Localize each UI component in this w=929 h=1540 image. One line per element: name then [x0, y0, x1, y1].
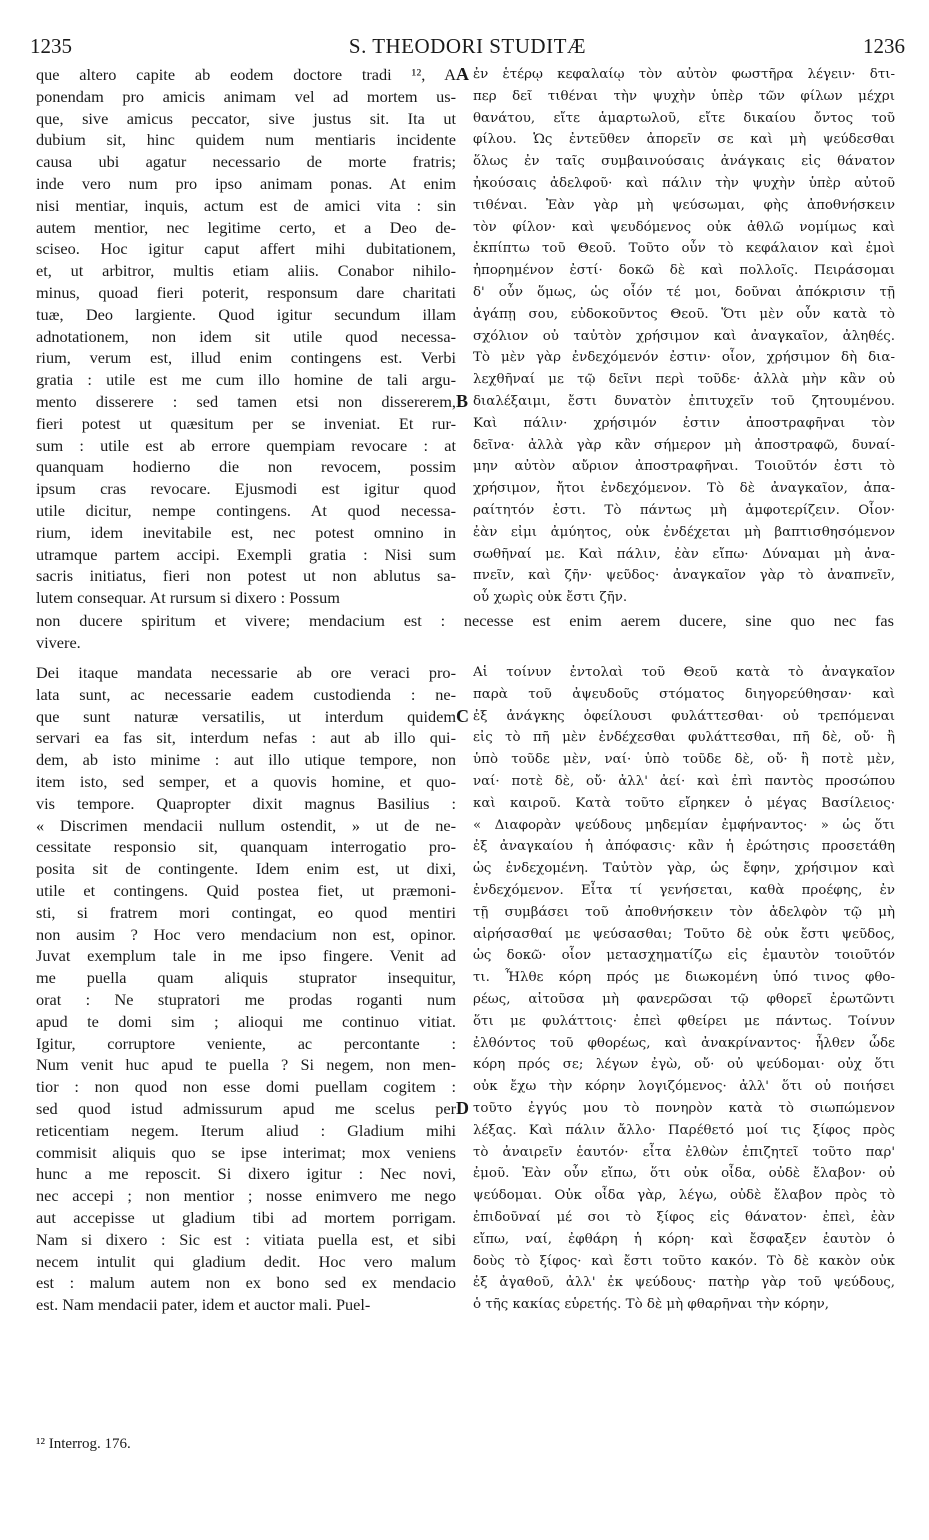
text-line: ἐν ἑτέρῳ κεφαλαίῳ τὸν αὐτὸν φωστῆρα λέγειν· δτι-: [473, 67, 895, 82]
text-line: τοῦτο ἐγγύς μου τὸ πονηρὸν κατὰ τὸ σιωπώμενον: [473, 1100, 895, 1116]
text-line: ραίτητόν ἐστι. Τὸ πάντως μὴ ἀμφοτερίζειν. Οἷον·: [473, 502, 895, 518]
text-line: nec accepi ; non mentior ; nosse enimvero me nego: [36, 1186, 456, 1206]
margin-marker-a: A: [456, 64, 469, 84]
text-line: Igitur, corruptore veniente, ac percontante :: [36, 1033, 456, 1053]
margin-marker-d: D: [456, 1098, 469, 1118]
text-line: τῇ συμβάσει τοῦ ἀποθνήσκειν τὸν ἀδελφὸν τῷ μὴ: [473, 904, 895, 920]
text-line: commisit aliquis quo se ipse interimat; mox veniens: [36, 1142, 456, 1162]
text-line: εἰς τὸ πῆ μὲν ἐνδέχεσθαι φυλάττεσθαι, πῆ δὲ, οὔ· ἢ: [473, 730, 895, 746]
text-line: Juvat exemplum tale in me ipso fingere. Venit ad: [36, 946, 456, 966]
text-line: dubium sit, hinc quidem num mentiaris incidente: [36, 130, 456, 150]
text-line: λέξας. Καὶ πάλιν ἄλλο· Παρέθετό μοί τις ξίφος πρὸς: [473, 1122, 895, 1138]
text-line: rium, verum est, illud enim contingens est. Verbi: [36, 348, 456, 368]
text-line: πνεῖν, καὶ ζῆν· ψεῦδος· ἀναγκαῖον γὰρ τὸ ἀναπνεῖν,: [473, 568, 895, 584]
greek-column-section-2: [473, 662, 895, 1316]
text-line: cessitate responsio sit, quanquam interrogatio pro-: [36, 837, 456, 857]
latin-column-section-1: [36, 64, 456, 609]
text-line: ὅλως ἐν ταῖς συμβαινούσαις ἀνάγκαις εἰς θάνατον: [473, 154, 895, 170]
text-line: reticentiam negem. Iterum aliud : Gladium mihi: [36, 1120, 456, 1140]
text-line: que, sive amicus peccator, sive justus sit. Ita ut: [36, 108, 456, 128]
text-line: Dei itaque mandata necessarie ab ore veraci pro-: [36, 663, 456, 682]
text-line: aut accepisse ut gladium tibi ad mortem porrigam.: [36, 1207, 456, 1227]
text-line: sacris initiatus, fieri non potest ut non ablutus sa-: [36, 566, 456, 586]
text-line: λεχθῆναί με τῷ δεῖνι περὶ τοῦδε· ἀλλὰ μὴν κἂν οὐ: [473, 372, 895, 388]
text-line: δεῖνα· ἀλλὰ γὰρ κἂν σήμερον μὴ ἀποστραφῶ, δυναί-: [473, 437, 895, 453]
text-line: ἐξ ἀγαθοῦ, ἀλλ' ἐκ ψεύδους· πατὴρ γὰρ τοῦ ψεύδους,: [473, 1275, 895, 1291]
text-line: est. Nam mendacii pater, idem et auctor mali. Puel-: [36, 1295, 371, 1315]
text-line: fieri potest ut quæsitum per se inveniat. Et rur-: [36, 413, 456, 433]
text-line: autem mentior, nec legitime certo, et a Deo de-: [36, 217, 456, 237]
margin-marker-b: B: [456, 391, 469, 411]
text-line: τι. Ἦλθε κόρη πρός με διωκομένη ὑπό τινος φθο-: [473, 970, 895, 986]
text-line: « Discrimen mendacii nullum ostendit, » ut de ne-: [36, 815, 456, 835]
text-line: περ δεῖ τιθέναι τὴν ψυχὴν ὑπὲρ τῶν φίλων μέχρι: [473, 88, 895, 104]
text-line: ἐλθόντος τοῦ φθορέως, καὶ ἀνακρίναντος· ἦλθεν ὧδε: [473, 1035, 895, 1051]
text-line: Τὸ μὲν γὰρ ἐνδεχόμενόν ἐστιν· οἷον, χρήσιμον δὴ δια-: [473, 350, 895, 366]
text-line: ἐὰν εἰμι ἀμύητος, οὐκ ἐνδέχεται μὴ βαπτισθησόμενον: [473, 524, 895, 540]
text-line: necem intulit qui gladium dedit. Hoc vero malum: [36, 1251, 456, 1271]
text-line: dem, ab isto minime : aut illo utique tempore, non: [36, 750, 456, 770]
text-line: lata sunt, ac necessarie eadem custodienda : ne-: [36, 684, 456, 704]
text-line: servari ea fas sit, interdum nefas : aut ab illo qui-: [36, 728, 456, 748]
page-header: [30, 34, 905, 60]
text-line: θανάτου, εἴτε ἁμαρτωλοῦ, εἴτε δικαίου ὄντος τοῦ: [473, 110, 895, 126]
text-line: sum : utile est ab errore quempiam revocare : at: [36, 435, 456, 455]
text-line: ψεύδομαι. Οὐκ οἶδα γὰρ, λέγω, οὐδὲ ἔλαβον πρὸς τὸ: [473, 1188, 895, 1204]
text-line: ἐξ ἀνάγκης ὀφείλουσι φυλάττεσθαι· οὐ τρεπόμεναι: [473, 708, 895, 724]
text-line: item isto, sed semper, et a quovis homine, et quo-: [36, 771, 456, 791]
text-line: inde vero num pro ipso animam ponas. At enim: [36, 173, 456, 193]
text-line: ναί· ποτὲ δὲ, οὔ· ἀλλ' ἀεί· καὶ ἐπὶ παντὸς προσώπου: [473, 773, 895, 789]
text-line: vis tempore. Quapropter dixit magnus Basilius :: [36, 793, 456, 813]
text-line: minus, quoad fieri poterit, responsum dare charitati: [36, 282, 456, 302]
text-line: ipsum cras revocare. Ejusmodi est igitur quod: [36, 479, 456, 499]
text-line: me puella quam aliquis stuprator insequitur,: [36, 968, 456, 988]
text-line: et, ut arbitror, multis etiam aliis. Conabor nihilo-: [36, 261, 456, 281]
text-line: αἱρήσασθαί με ψεύσασθαι; Τοῦτο δὲ οὐκ ἔστι ψεῦδος,: [473, 926, 895, 942]
text-line: δοὺς τὸ ξίφος· καὶ ἔστι τοῦτο κακόν. Τὸ δὲ κακὸν οὐκ: [473, 1253, 895, 1269]
text-line: mento disserere : sed tamen etsi non dissererem,: [36, 391, 456, 411]
text-line: ponendam pro amicis animam vel ad mortem us-: [36, 86, 456, 106]
text-line: causa ubi agatur necessario de morte fratris;: [36, 152, 456, 172]
latin-column-section-2: [36, 662, 456, 1316]
text-line: quanquam hodierno die non revocem, possim: [36, 457, 456, 477]
text-line: τιθέναι. Ἐὰν γὰρ μὴ ψεύσωμαι, φὴς ἀποθνήσκειν: [473, 197, 895, 213]
text-line: οὐκ ἔχω τὴν κόρην λογιζόμενος· ἀλλ' ὅτι οὐ ποιήσει: [473, 1079, 895, 1095]
text-line: que sunt naturæ versatilis, ut interdum quidem: [36, 706, 456, 726]
text-line: adnotationem, non idem sit utile quod necessa-: [36, 326, 456, 346]
text-line: Καὶ πάλιν· χρήσιμόν ἐστιν ἀποστραφῆναι τὸν: [473, 415, 895, 431]
text-line: sed quod istud admissurum apud me scelus per: [36, 1098, 456, 1118]
text-line: σωθῆναί με. Καὶ πάλιν, ἐὰν εἴπω· Δύναμαι μὴ ἀνα-: [473, 546, 895, 562]
text-line: εἴπω, ναί, ἐφθάρη ἡ κόρη· καὶ ἔσφαξεν ἑαυτὸν ὁ: [473, 1231, 895, 1247]
text-line: nisi mentiar, inquis, actum est de amici vita : sin: [36, 195, 456, 215]
text-line: διαλέξαιμι, ἔστι δυνατὸν ἐπιτυχεῖν τοῦ ζητουμένου.: [473, 393, 895, 409]
text-line: ὡς ἐνδεχομένη. Ταὐτὸν γὰρ, ὡς ἔφην, χρήσιμον καὶ: [473, 861, 895, 877]
text-line: Nam si dixero : Sic est : vitiata puella est, et sibi: [36, 1229, 456, 1249]
text-line: ἐνδεχόμενον. Εἶτα τί γενήσεται, καθὰ προέφης, ἐν: [473, 882, 895, 898]
text-line: ὑπὸ τοῦδε μὲν, ναί· ὑπὸ τοῦδε δὲ, οὔ· ἢ ποτὲ μὲν,: [473, 752, 895, 768]
full-width-line: non ducere spiritum et vivere; mendacium est : necesse est enim aerem ducere, sine quo nec fas: [36, 611, 894, 630]
text-line: apud te domi sim ; alioqui me continuo vitiat.: [36, 1011, 456, 1031]
text-line: καὶ καιροῦ. Κατὰ τοῦτο εἴρηκεν ὁ μέγας Βασίλειος·: [473, 795, 895, 811]
text-line: ἀγάπῃ σου, εὐδοκοῦντος Θεοῦ. Ὅτι μὲν οὖν κατὰ τὸ: [473, 306, 895, 322]
text-line: ὡς δοκῶ· οἷον μετασχηματίζω εἰς ἐμαυτὸν τοιοῦτόν: [473, 948, 895, 964]
page-number-right: 1236: [863, 34, 905, 58]
running-title: S. THEODORI STUDITÆ: [348, 34, 587, 58]
text-line: ὅτι με φυλάττοις· ἐπεὶ φθείρει με πάντως. Τοίνυν: [473, 1013, 895, 1029]
text-line: tior : non quod non esse domi puellam cogitem :: [36, 1077, 456, 1097]
text-line: σχόλιον οὐ ταὐτὸν χρήσιμον καὶ ἀναγκαῖον, ἀληθές.: [473, 328, 895, 344]
text-line: non ausim ? Hoc vero mendacium non est, opinor.: [36, 924, 456, 944]
text-line: ἠπορημένον ἐστί· δοκῶ δὲ καὶ πολλοῖς. Πειράσομαι: [473, 263, 895, 279]
text-line: Αἱ τοίνυν ἐντολαὶ τοῦ Θεοῦ κατὰ τὸ ἀναγκαῖον: [473, 665, 895, 680]
text-line: gratia : utile est me cum illo homine de tali argu-: [36, 370, 456, 390]
text-line: utramque partem accipi. Exempli gratia : Nisi sum: [36, 544, 456, 564]
text-line: sciseo. Hoc igitur caput affert mihi dubitationem,: [36, 239, 456, 259]
text-line: tuæ, Deo largiente. Quod igitur secundum illam: [36, 304, 456, 324]
page-number-left: 1235: [30, 34, 72, 58]
text-line: « Διαφορὰν ψεύδους μηδεμίαν ἐμφήναντος· » ὡς ὅτι: [473, 817, 895, 833]
footnote: ¹² Interrog. 176.: [36, 1436, 131, 1452]
margin-marker-c: C: [456, 706, 469, 726]
text-line: hunc a me reposcit. Si dixero igitur : Nec novi,: [36, 1164, 456, 1184]
text-line: Num venit huc apud te puella ? Si negem, non men-: [36, 1055, 456, 1075]
text-line: orat : Ne stupratori me prodas roganti num: [36, 989, 456, 1009]
text-line: ρέως, αἰτοῦσα μὴ φανερῶσαι τῷ φθορεῖ ἐρωτῶντι: [473, 991, 895, 1007]
text-line: κόρη πρός σε; λέγων ἐγὼ, οὔ· οὐ ψεύδομαι· οὐχ ὅτι: [473, 1057, 895, 1073]
full-width-line-tail: vivere.: [36, 633, 81, 652]
text-line: τὸν φίλον· καὶ ψευδόμενος οὐκ ἀθλῶ νομίμως καὶ: [473, 219, 895, 235]
text-line: ὁ τῆς κακίας εὑρετής. Τὸ δὲ μὴ φθαρῆναι τὴν κόρην,: [473, 1297, 830, 1313]
text-line: οὗ χωρὶς οὐκ ἔστι ζῆν.: [473, 590, 628, 606]
text-line: παρὰ τοῦ ἀψευδοῦς στόματος διηγορεύθησαν· καὶ: [473, 686, 895, 702]
text-line: rium, idem inevitabile est, nec potest omnino in: [36, 522, 456, 542]
text-line: est : malum autem non ex bono sed ex mendacio: [36, 1273, 456, 1293]
greek-column-section-1: [473, 64, 895, 609]
text-line: τὸ ἀναιρεῖν ἑαυτόν· εἶτα ἐλθὼν ἐπιζητεῖ τοῦτο παρ': [473, 1144, 895, 1160]
text-line: utile dicitur, nempe contingens. At quod necessa-: [36, 500, 456, 520]
text-line: ἠκούσαις ἀδελφοῦ· καὶ πάλιν τὴν ψυχὴν ὑπὲρ αὐτοῦ: [473, 175, 895, 191]
text-line: χρήσιμον, ἤτοι ἐνδεχόμενον. Τὸ δὲ ἀναγκαῖον, ἀπα-: [473, 481, 895, 497]
text-line: ἐκπίπτω τοῦ Θεοῦ. Τοῦτο οὖν τὸ κεφάλαιον καὶ ἐμοὶ: [473, 241, 895, 257]
text-line: utile et contingens. Quid postea fiet, ut præmoni-: [36, 880, 456, 900]
text-line: ἐξ ἀναγκαίου ἡ ἀπόφασις· κἂν ἡ ἐρώτησις προσετάθη: [473, 839, 895, 855]
text-line: φίλου. Ὡς ἐντεῦθεν ἀπορεῖν σε καὶ μὴ ψεύδεσθαι: [473, 132, 895, 148]
text-line: ἐπιδοῦναί μέ σοι τὸ ξίφος εἰς θάνατον· ἐπεὶ, ἐὰν: [473, 1209, 895, 1225]
text-line: δ' οὖν ὅμως, ὡς οἷόν τέ μοι, δοῦναι ἀπόκρισιν τῇ: [473, 284, 895, 300]
text-line: ἐμοῦ. Ἐὰν οὖν εἴπω, ὅτι οὐκ οἶδα, οὐδὲ ἔλαβον· οὐ: [473, 1166, 895, 1182]
text-line: sti, si fratrem mori contingat, eo quod mentiri: [36, 902, 456, 922]
text-line: posita sit de contingente. Idem enim est, ut dixi,: [36, 859, 456, 879]
text-line: μην αὐτὸν αὔριον ἀποστραφῆναι. Τοιοῦτόν ἐστι τὸ: [473, 459, 895, 475]
text-line: lutem consequar. At rursum si dixero : Possum: [36, 588, 340, 608]
text-line: que altero capite ab eodem doctore tradi ¹², A: [36, 65, 456, 84]
